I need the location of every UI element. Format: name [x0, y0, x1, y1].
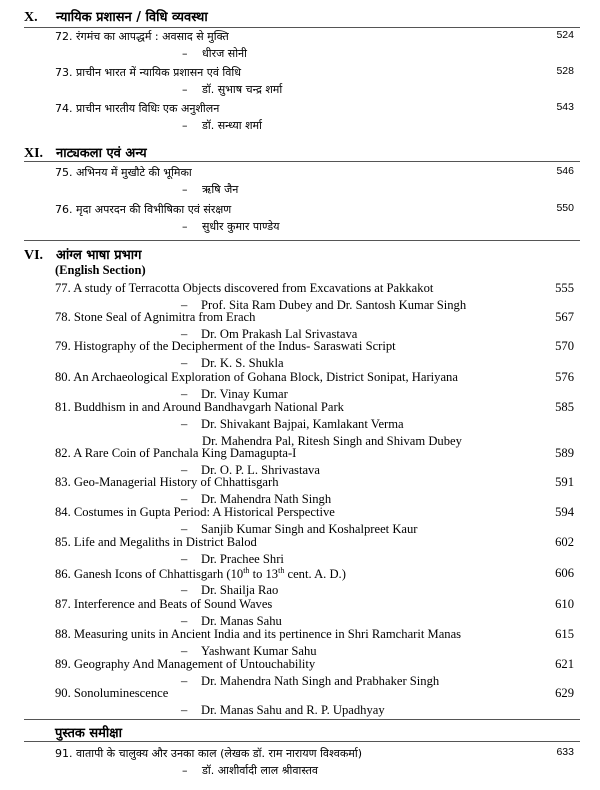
entry-author: – Sanjib Kumar Singh and Koshalpreet Kaur	[181, 522, 418, 536]
section-divider	[24, 741, 580, 742]
entry-title: 75. अभिनय में मुखौटे की भूमिका	[55, 166, 192, 179]
entry-page: 555	[555, 281, 574, 295]
toc-entry-91	[55, 746, 574, 780]
entry-page: 576	[555, 370, 574, 384]
toc-entry-87	[55, 597, 574, 631]
entry-title: 84. Costumes in Gupta Period: A Historical Perspective	[55, 505, 335, 519]
section-roman-xi: XI.	[24, 146, 44, 161]
entry-title: 74. प्राचीन भारतीय विधिः एक अनुशीलन	[55, 102, 220, 115]
entry-title: 73. प्राचीन भारत में न्यायिक प्रशासन एवं विधि	[55, 66, 242, 79]
toc-entry-90	[55, 686, 574, 720]
toc-entry-73	[55, 65, 574, 99]
entry-page: 606	[555, 566, 574, 580]
toc-entry-72	[55, 29, 574, 63]
entry-title: 72. रंगमंच का आपद्धर्म : अवसाद से मुक्ति	[55, 30, 229, 43]
entry-title: 80. An Archaeological Exploration of Gohana Block, District Sonipat, Hariyana	[55, 370, 458, 384]
entry-page: 610	[555, 597, 574, 611]
entry-page: 543	[556, 101, 574, 113]
section-title-xi: नाट्यकला एवं अन्य	[56, 146, 147, 161]
entry-author: – Dr. O. P. L. Shrivastava	[181, 463, 320, 477]
entry-author: – Dr. Vinay Kumar	[181, 387, 288, 401]
toc-entry-84	[55, 505, 574, 539]
entry-author: – डॉ. सुभाष चन्द्र शर्मा	[182, 83, 283, 96]
entry-author: – ऋषि जैन	[182, 183, 239, 196]
toc-entry-80	[55, 370, 574, 404]
entry-page: 615	[555, 627, 574, 641]
toc-entry-79	[55, 339, 574, 373]
entry-page: 621	[555, 657, 574, 671]
entry-title: 87. Interference and Beats of Sound Waves	[55, 597, 273, 611]
entry-author: – Prof. Sita Ram Dubey and Dr. Santosh Kumar Singh	[181, 298, 467, 312]
entry-author: – Dr. Mahendra Nath Singh and Prabhaker Singh	[181, 674, 440, 688]
entry-author: – Dr. Manas Sahu and R. P. Upadhyay	[181, 703, 385, 717]
entry-page: 550	[556, 202, 574, 214]
toc-entry-74	[55, 101, 574, 135]
entry-author: – Dr. K. S. Shukla	[181, 356, 284, 370]
toc-entry-85	[55, 535, 574, 569]
entry-author: – डॉ. आशीर्वादी लाल श्रीवास्तव	[182, 764, 318, 777]
section-subtitle-english: (English Section)	[55, 263, 146, 277]
section-roman-x: X.	[24, 10, 38, 25]
toc-entry-75	[55, 165, 574, 199]
toc-entry-86	[55, 566, 574, 600]
entry-page: 524	[556, 29, 574, 41]
section-divider	[24, 161, 580, 162]
entry-page: 594	[555, 505, 574, 519]
entry-author: – डॉ. सन्ध्या शर्मा	[182, 119, 262, 132]
entry-author-line-2: Dr. Mahendra Pal, Ritesh Singh and Shivam Dubey	[202, 434, 462, 448]
toc-entry-81	[55, 400, 574, 450]
entry-author: – Dr. Mahendra Nath Singh	[181, 492, 332, 506]
entry-author: – Dr. Shivakant Bajpai, Kamlakant Verma	[181, 417, 404, 431]
entry-page: 629	[555, 686, 574, 700]
toc-entry-88	[55, 627, 574, 661]
section-divider	[24, 240, 580, 241]
section-title-review: पुस्तक समीक्षा	[55, 726, 122, 741]
entry-title: 76. मृदा अपरदन की विभीषिका एवं संरक्षण	[55, 203, 232, 216]
section-heading-x	[24, 7, 580, 26]
entry-page: 585	[555, 400, 574, 414]
entry-author: – Yashwant Kumar Sahu	[181, 644, 317, 658]
toc-entry-83	[55, 475, 574, 509]
entry-title: 83. Geo-Managerial History of Chhattisgarh	[55, 475, 279, 489]
entry-title: 78. Stone Seal of Agnimitra from Erach	[55, 310, 256, 324]
section-roman-vi: VI.	[24, 248, 44, 263]
entry-author: – धीरज सोनी	[182, 47, 248, 60]
entry-author: – Dr. Manas Sahu	[181, 614, 282, 628]
entry-title: 81. Buddhism in and Around Bandhavgarh National Park	[55, 400, 344, 414]
entry-page: 567	[555, 310, 574, 324]
entry-title: 91. वातापी के चालुक्य और उनका काल (लेखक डॉ. राम नारायण विश्वकर्मा)	[55, 747, 362, 760]
entry-author: – Dr. Shailja Rao	[181, 583, 279, 597]
entry-page: 591	[555, 475, 574, 489]
entry-title: 90. Sonoluminescence	[55, 686, 169, 700]
section-heading-book-review	[55, 723, 580, 741]
entry-author: – Dr. Prachee Shri	[181, 552, 284, 566]
entry-title: 86. Ganesh Icons of Chhattisgarh (10th to 13th cent. A. D.)	[55, 566, 346, 582]
section-heading-vi	[24, 245, 580, 264]
entry-author: – Dr. Om Prakash Lal Srivastava	[181, 327, 358, 341]
section-title-vi: आंग्ल भाषा प्रभाग	[56, 248, 142, 263]
entry-author: – सुधीर कुमार पाण्डेय	[182, 220, 280, 233]
entry-page: 602	[555, 535, 574, 549]
entry-title: 85. Life and Megaliths in District Balod	[55, 535, 257, 549]
section-title-x: न्यायिक प्रशासन / विधि व्यवस्था	[56, 10, 208, 25]
entry-page: 546	[556, 165, 574, 177]
entry-title: 88. Measuring units in Ancient India and its pertinence in Shri Ramcharit Manas	[55, 627, 462, 641]
toc-entry-76	[55, 202, 574, 236]
entry-title: 82. A Rare Coin of Panchala King Damagupta-I	[55, 446, 297, 460]
entry-page: 528	[556, 65, 574, 77]
entry-page: 589	[555, 446, 574, 460]
entry-page: 570	[555, 339, 574, 353]
section-divider	[24, 719, 580, 720]
entry-title: 79. Histography of the Decipherment of the Indus- Saraswati Script	[55, 339, 396, 353]
entry-title: 77. A study of Terracotta Objects discovered from Excavations at Pakkakot	[55, 281, 434, 295]
entry-title: 89. Geography And Management of Untouchability	[55, 657, 316, 671]
section-divider	[24, 27, 580, 28]
entry-page: 633	[556, 746, 574, 758]
section-heading-xi	[24, 143, 580, 162]
